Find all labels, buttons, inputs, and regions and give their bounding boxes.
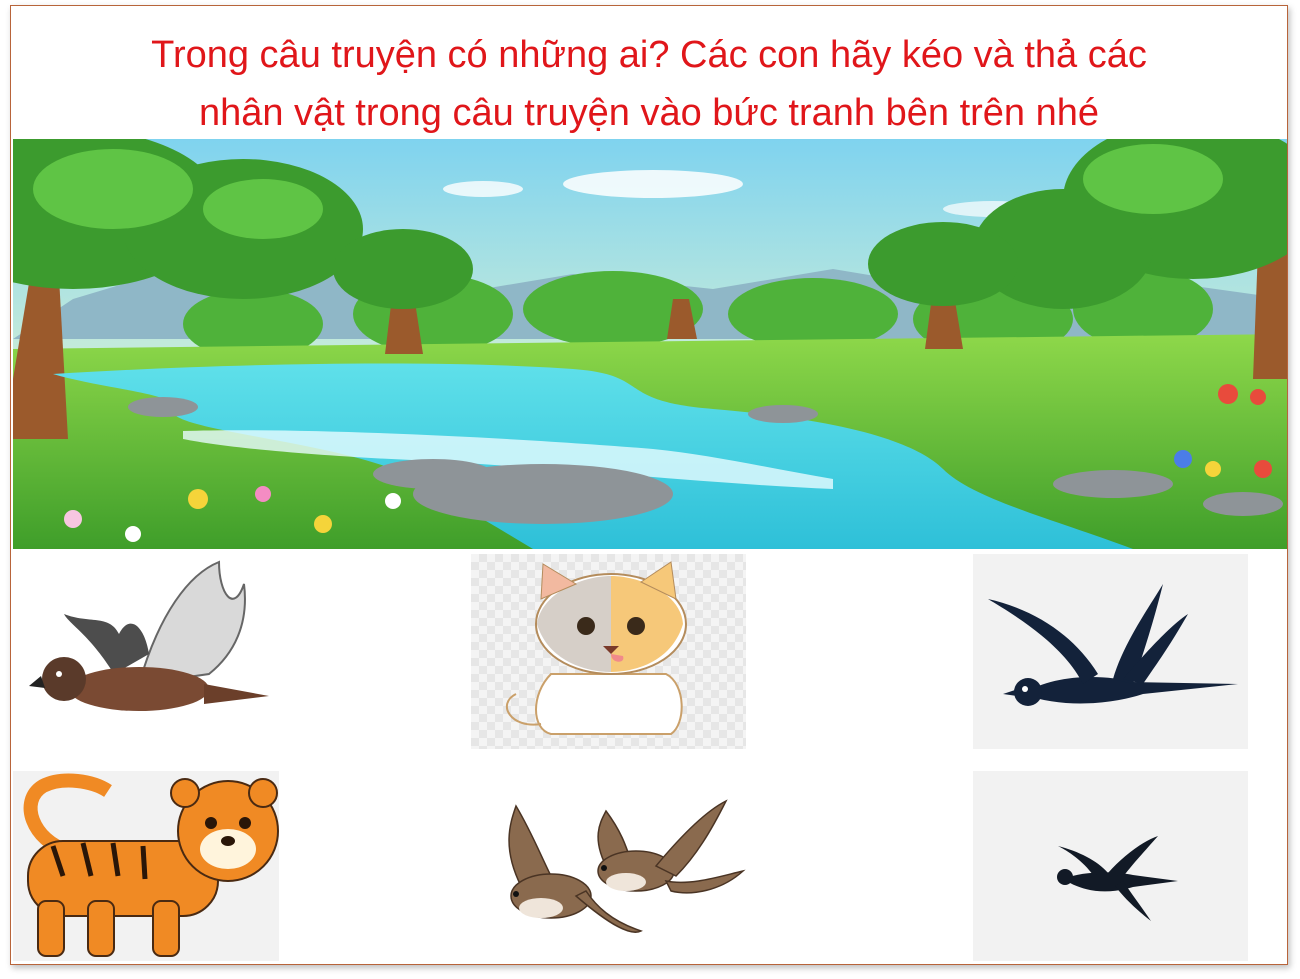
- character-swallow[interactable]: [973, 554, 1248, 749]
- character-sparrows[interactable]: [481, 776, 751, 956]
- instruction-line-2: nhân vật trong câu truyện vào bức tranh bên trên nhé: [198, 92, 1100, 134]
- character-tiger[interactable]: [13, 771, 279, 961]
- sparrow-pair-icon: [481, 776, 751, 956]
- instruction-line-1: Trong câu truyện có những ai? Các con hãy kéo và thả các: [151, 34, 1147, 76]
- swallow-small-icon: [973, 771, 1248, 961]
- forest-scene-illustration: [13, 139, 1287, 549]
- character-cat[interactable]: [471, 554, 746, 749]
- tiger-icon: [13, 771, 279, 961]
- character-eagle[interactable]: [19, 554, 279, 754]
- eagle-icon: [19, 554, 279, 754]
- forest-river-scene[interactable]: [13, 139, 1287, 549]
- cat-icon: [471, 554, 746, 749]
- swallow-icon: [973, 554, 1248, 749]
- character-small-swallow[interactable]: [973, 771, 1248, 961]
- slide: [10, 5, 1288, 965]
- instruction-title: [11, 26, 1287, 142]
